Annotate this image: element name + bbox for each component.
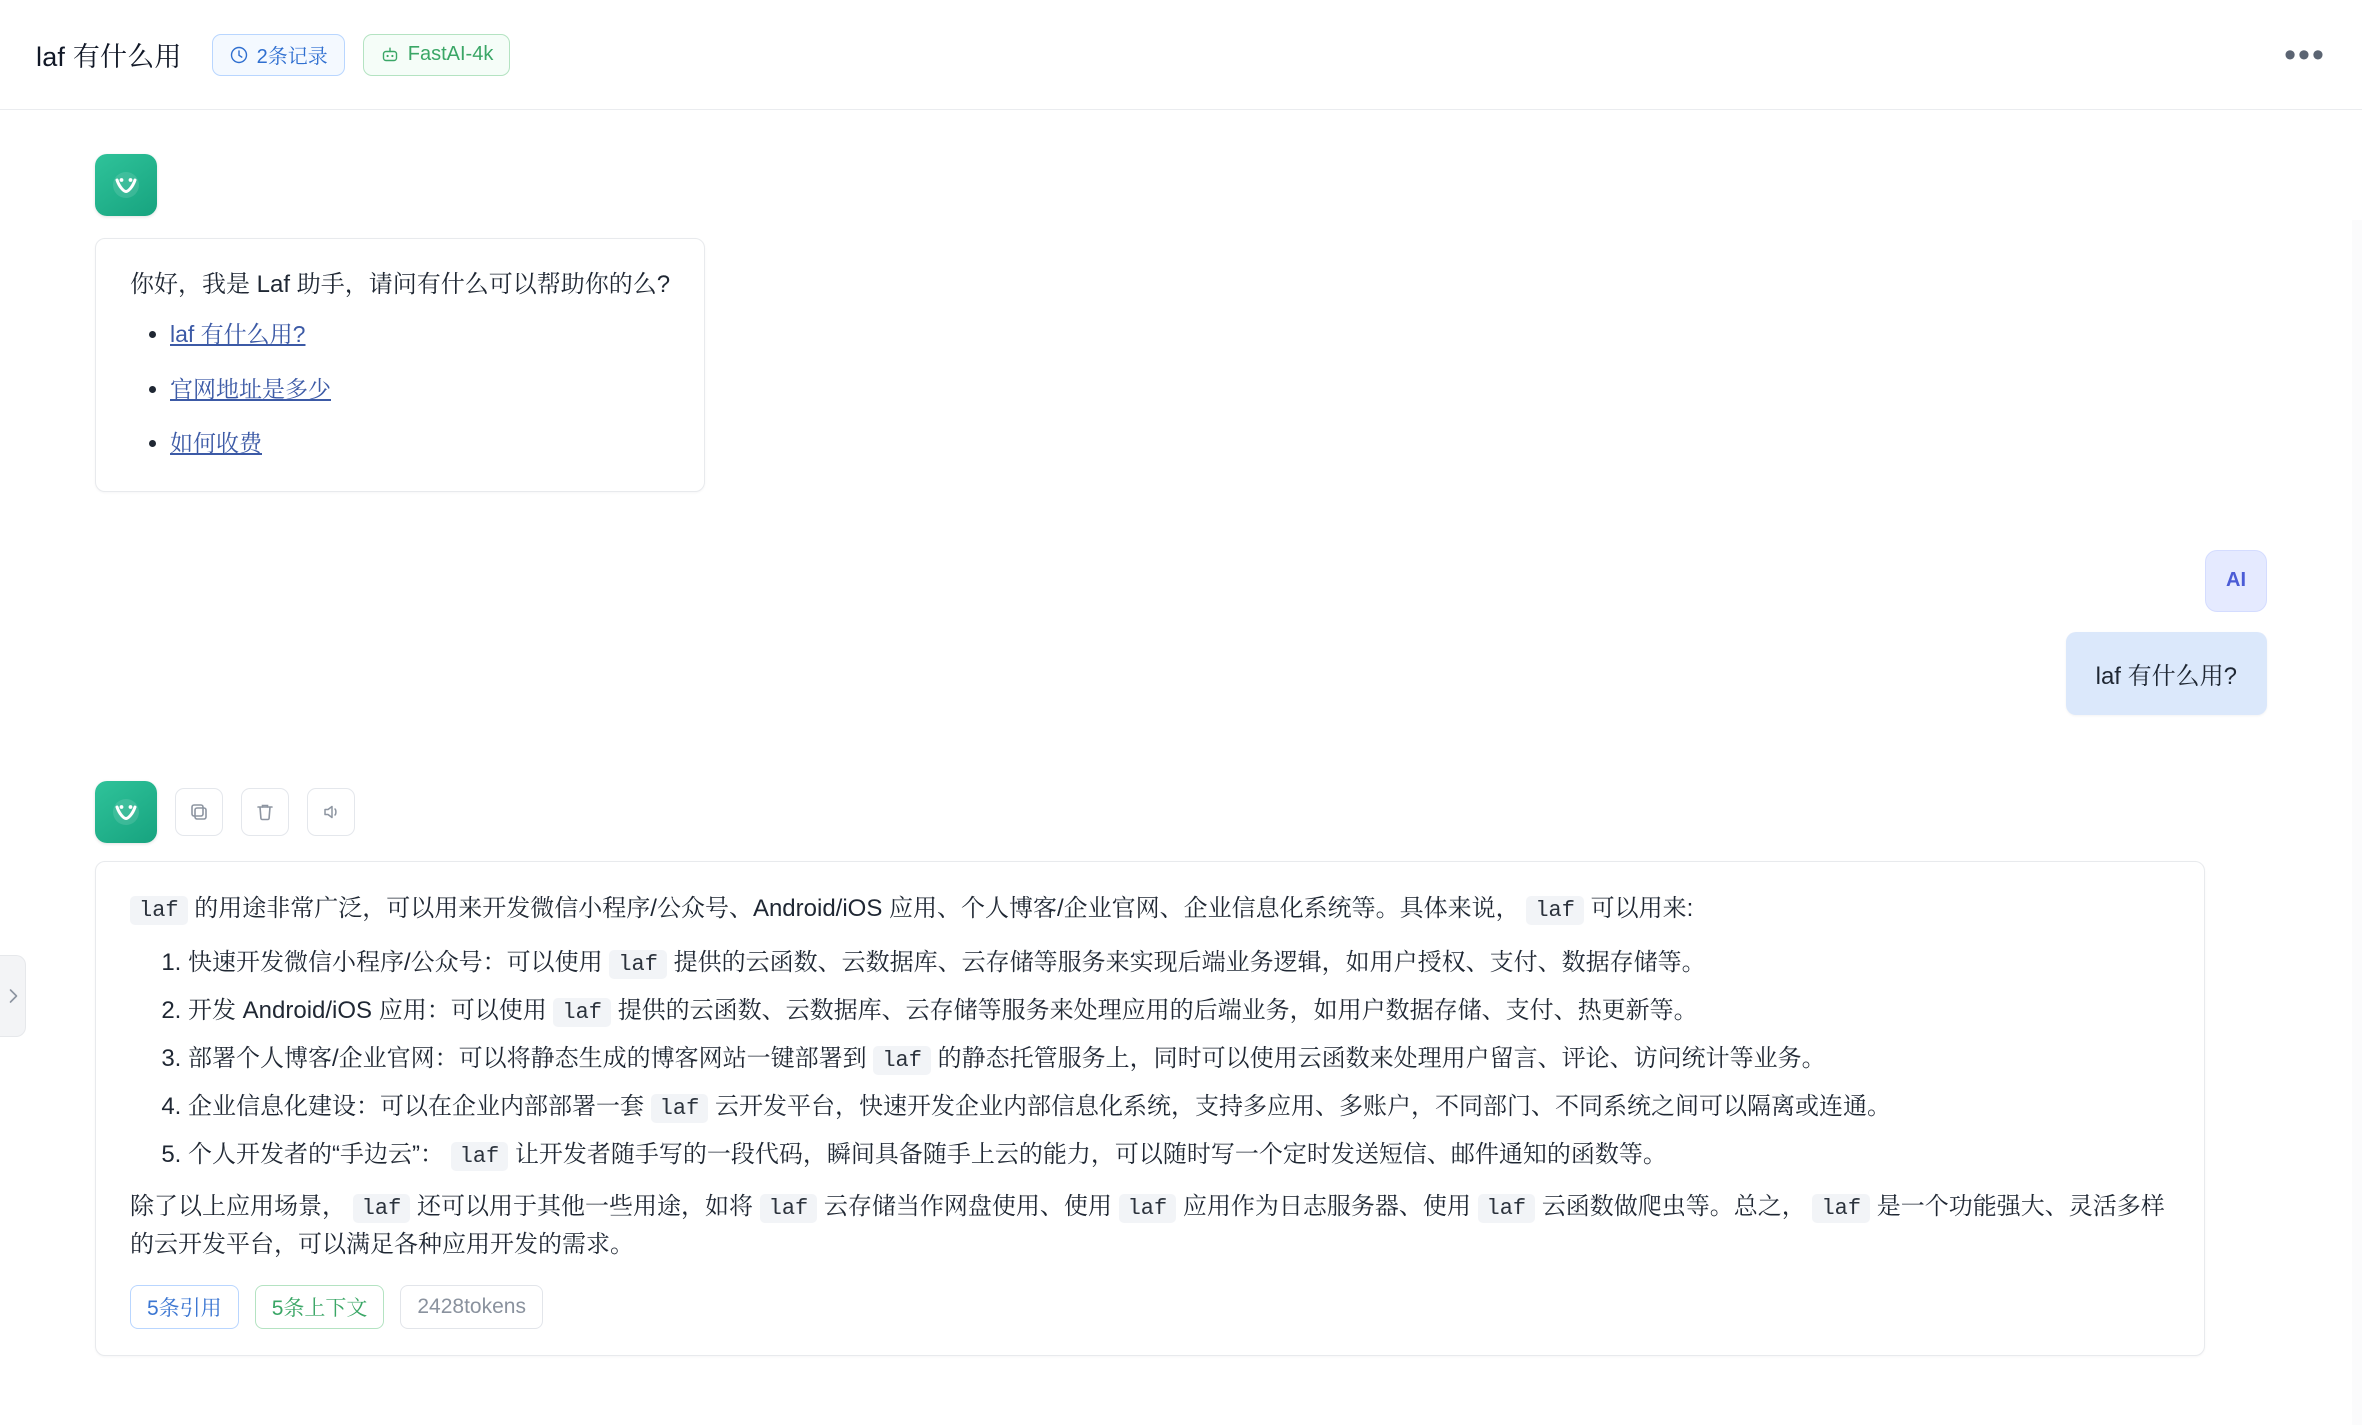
code-token: laf: [130, 896, 188, 925]
suggested-question-2[interactable]: 官网地址是多少: [170, 375, 331, 402]
code-token: laf: [1526, 896, 1584, 925]
list-item: [188, 992, 2170, 1030]
message-bot-answer: [0, 781, 2362, 1357]
item-5-post: 让开发者随手写的一段代码，瞬间具备随手上云的能力，可以随时写一个定时发送短信、邮件通知的函数等。: [514, 1140, 1667, 1168]
list-item: [188, 944, 2170, 982]
summary-s1: 除了以上应用场景，: [130, 1193, 346, 1221]
records-badge[interactable]: [212, 34, 345, 76]
summary-s5: 云函数做爬虫等。总之，: [1541, 1193, 1806, 1221]
item-1-post: 提供的云函数、云数据库、云存储等服务来实现后端业务逻辑，如用户授权、支付、数据存储等。: [673, 948, 1706, 976]
chevron-right-icon: [6, 986, 20, 1006]
model-badge-label: FastAI-4k: [407, 43, 494, 65]
item-4-pre: 企业信息化建设：可以在企业内部部署一套: [188, 1092, 644, 1120]
copy-icon: [187, 800, 211, 824]
summary-s4: 应用作为日志服务器、使用: [1182, 1193, 1471, 1221]
quote-count-badge[interactable]: 5条引用: [130, 1285, 239, 1329]
suggested-question-list: [130, 317, 670, 461]
token-count-badge: 2428tokens: [400, 1285, 543, 1329]
code-token: laf: [1812, 1194, 1870, 1223]
item-2-pre: 开发 Android/iOS 应用：可以使用: [188, 996, 547, 1024]
item-5-pre: 个人开发者的“手边云”：: [188, 1140, 444, 1168]
model-badge[interactable]: [363, 34, 511, 76]
user-message-bubble: laf 有什么用?: [2066, 632, 2267, 715]
code-token: laf: [1119, 1194, 1177, 1223]
copy-button[interactable]: [175, 788, 223, 836]
code-token: laf: [353, 1194, 411, 1223]
answer-intro-pre: 的用途非常广泛，可以用来开发微信小程序/公众号、Android/iOS 应用、个人博客/企业官网、企业信息化系统等。具体来说，: [194, 894, 1520, 922]
chat-header: [0, 0, 2362, 110]
answer-summary-paragraph: [130, 1188, 2170, 1263]
item-3-pre: 部署个人博客/企业官网：可以将静态生成的博客网站一键部署到: [188, 1044, 867, 1072]
speaker-icon: [319, 800, 343, 824]
greeting-text: 你好，我是 Laf 助手，请问有什么可以帮助你的么?: [130, 271, 671, 298]
avatar-user: AI: [2205, 550, 2267, 612]
records-badge-label: 2条记录: [256, 46, 328, 68]
chat-message-list: [0, 110, 2362, 1425]
context-count-badge[interactable]: 5条上下文: [255, 1285, 385, 1329]
delete-button[interactable]: [241, 788, 289, 836]
answer-content: [95, 861, 2205, 1357]
answer-meta-tags: [130, 1285, 2170, 1329]
answer-toolbar: [95, 781, 2272, 843]
scrollbar[interactable]: [2352, 220, 2362, 1425]
list-item: [188, 1040, 2170, 1078]
code-token: laf: [1478, 1194, 1536, 1223]
suggested-question-3[interactable]: 如何收费: [170, 430, 262, 456]
summary-s2: 还可以用于其他一些用途，如将: [416, 1193, 753, 1221]
bot-greeting-bubble: [95, 238, 705, 492]
message-user: [0, 550, 2362, 715]
clock-icon: [229, 45, 249, 65]
summary-s6: 是一个功能强大、灵活多样的云开发平台，可以满足各种应用开发的需求。: [130, 1193, 2165, 1259]
item-2-post: 提供的云函数、云数据库、云存储等服务来处理应用的后端业务，如用户数据存储、支付、热更新等。: [617, 996, 1698, 1024]
answer-intro-paragraph: [130, 890, 2170, 928]
item-4-post: 云开发平台，快速开发企业内部信息化系统，支持多应用、多账户，不同部门、不同系统之间可以隔离或连通。: [714, 1092, 1891, 1120]
item-3-post: 的静态托管服务上，同时可以使用云函数来处理用户留言、评论、访问统计等业务。: [937, 1044, 1826, 1072]
page-title: laf 有什么用: [36, 42, 182, 72]
message-bot-greeting: [0, 154, 2362, 492]
more-options-button[interactable]: •••: [2284, 35, 2326, 74]
code-token: laf: [609, 950, 667, 979]
list-item: [170, 426, 670, 461]
code-token: laf: [451, 1142, 509, 1171]
answer-usage-list: [130, 944, 2170, 1174]
avatar-bot: [95, 154, 157, 216]
summary-s3: 云存储当作网盘使用、使用: [823, 1193, 1112, 1221]
trash-icon: [253, 800, 277, 824]
code-token: laf: [651, 1094, 709, 1123]
code-token: laf: [760, 1194, 818, 1223]
laf-logo-icon: [109, 168, 143, 202]
item-1-pre: 快速开发微信小程序/公众号：可以使用: [188, 948, 603, 976]
code-token: laf: [553, 998, 611, 1027]
list-item: [170, 372, 670, 407]
laf-logo-icon: [109, 795, 143, 829]
list-item: [170, 317, 670, 352]
robot-icon: [380, 45, 400, 65]
sidebar-expand-handle[interactable]: [0, 955, 26, 1037]
list-item: [188, 1136, 2170, 1174]
answer-intro-post: 可以用来:: [1590, 894, 1694, 922]
list-item: [188, 1088, 2170, 1126]
avatar-bot: [95, 781, 157, 843]
code-token: laf: [873, 1046, 931, 1075]
speak-button[interactable]: [307, 788, 355, 836]
suggested-question-1[interactable]: laf 有什么用?: [170, 321, 306, 347]
